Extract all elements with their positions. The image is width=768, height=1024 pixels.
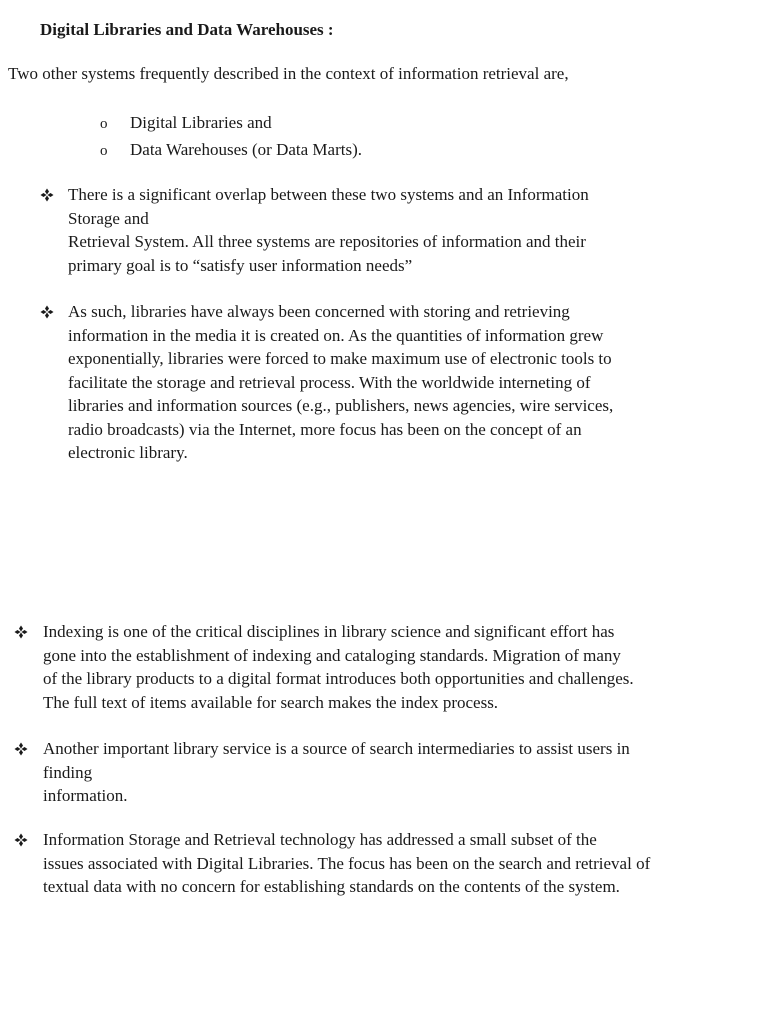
bullet-paragraph — [14, 828, 650, 899]
four-diamond-bullet-icon — [14, 625, 28, 639]
list-item — [100, 110, 362, 137]
bullet-text: Indexing is one of the critical disciplines in library science and significant effort has gone into the establishment of indexing and cataloging standards. Migration of many of the library products to a digital format introduces both opportunities and challenges. The full text of items available for search makes the index process. — [43, 622, 634, 712]
bullet-text: Another important library service is a source of search intermediaries to assist users in finding information. — [43, 739, 630, 805]
bullet-text: There is a significant overlap between these two systems and an Information Storage and Retrieval System. All three systems are repositories of information and their primary goal is to “satisfy user information needs” — [68, 185, 589, 275]
intro-paragraph: Two other systems frequently described in the context of information retrieval are, — [8, 64, 569, 83]
four-diamond-bullet-icon — [14, 833, 28, 847]
bullet-paragraph — [40, 183, 589, 277]
bullet-paragraph — [40, 300, 613, 465]
four-diamond-bullet-icon — [40, 188, 54, 202]
bullet-text: As such, libraries have always been concerned with storing and retrieving information in the media it is created on. As the quantities of information grew exponentially, libraries were forced to make maximum use of electronic tools to facilitate the storage and retrieval process. With the worldwide interneting of libraries and information sources (e.g., publishers, news agencies, wire services, radio broadcasts) via the Internet, more focus has been on the concept of an electronic library. — [68, 302, 614, 462]
list-item-text: Digital Libraries and — [130, 113, 272, 132]
bullet-paragraph — [14, 620, 634, 714]
list-item — [100, 137, 362, 164]
list-item-text: Data Warehouses (or Data Marts). — [130, 140, 362, 159]
system-list — [100, 110, 362, 164]
circle-bullet-icon: o — [100, 143, 108, 159]
four-diamond-bullet-icon — [40, 305, 54, 319]
bullet-text: Information Storage and Retrieval technology has addressed a small subset of the issues associated with Digital Libraries. The focus has been on the search and retrieval of textual data with no concern for establishing standards on the contents of the system. — [43, 830, 651, 896]
four-diamond-bullet-icon — [14, 742, 28, 756]
section-heading: Digital Libraries and Data Warehouses : — [40, 20, 334, 39]
circle-bullet-icon: o — [100, 116, 108, 132]
bullet-paragraph — [14, 737, 630, 808]
